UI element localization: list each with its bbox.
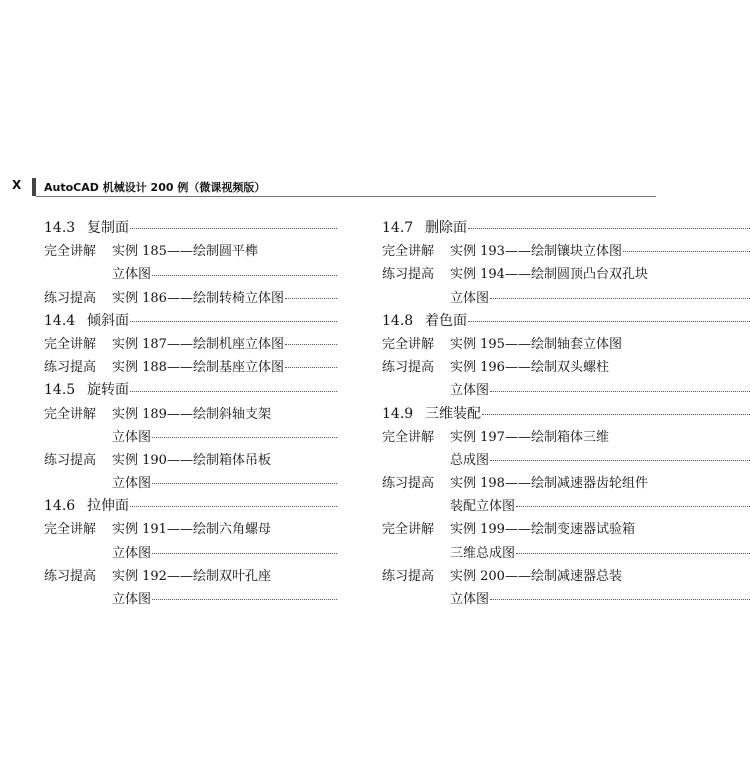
entry-title: 实例 193——绘制镶块立体图 bbox=[450, 244, 622, 260]
toc-entry[interactable] bbox=[44, 449, 337, 472]
entry-category-label: 完全讲解 bbox=[382, 522, 435, 538]
toc-entry-continuation[interactable] bbox=[44, 472, 337, 495]
toc-section-heading[interactable] bbox=[382, 217, 750, 240]
section-title: 删除面 bbox=[425, 220, 467, 236]
toc-entry-continuation[interactable] bbox=[382, 495, 750, 518]
entry-title: 实例 187——绘制机座立体图 bbox=[112, 336, 284, 352]
entry-title-continuation: 立体图 bbox=[112, 429, 152, 445]
toc-entry[interactable] bbox=[44, 240, 337, 263]
section-title: 拉伸面 bbox=[87, 498, 129, 515]
entry-title-continuation: 立体图 bbox=[450, 290, 490, 306]
entry-title-continuation: 立体图 bbox=[112, 592, 152, 607]
entry-category-label: 练习提高 bbox=[44, 568, 97, 584]
dot-leader bbox=[285, 366, 337, 368]
section-title: 旋转面 bbox=[87, 382, 129, 399]
entry-category-label: 练习提高 bbox=[44, 290, 97, 306]
toc-left-column bbox=[44, 217, 337, 611]
entry-category-label: 完全讲解 bbox=[44, 522, 97, 538]
running-header bbox=[0, 178, 660, 198]
entry-category-label: 练习提高 bbox=[44, 452, 97, 468]
section-number: 14.3 bbox=[44, 220, 76, 236]
entry-title-continuation: 立体图 bbox=[112, 267, 152, 283]
entry-title: 实例 190——绘制箱体吊板 bbox=[112, 452, 271, 468]
entry-title: 实例 199——绘制变速器试验箱 bbox=[450, 522, 635, 538]
toc-right-column bbox=[382, 217, 750, 611]
dot-leader bbox=[152, 552, 337, 554]
entry-category-label: 完全讲解 bbox=[382, 429, 435, 445]
section-title: 倾斜面 bbox=[87, 312, 129, 329]
toc-section-heading[interactable] bbox=[44, 379, 337, 402]
toc-section-heading[interactable] bbox=[382, 310, 750, 333]
entry-category-label: 完全讲解 bbox=[44, 406, 97, 422]
section-number: 14.4 bbox=[44, 312, 76, 329]
toc-entry[interactable] bbox=[44, 356, 337, 379]
toc-entry[interactable] bbox=[382, 426, 750, 449]
entry-title-continuation: 立体图 bbox=[112, 476, 152, 492]
toc-entry-continuation[interactable] bbox=[44, 263, 337, 286]
toc-entry-continuation[interactable] bbox=[382, 449, 750, 472]
toc-entry[interactable] bbox=[44, 403, 337, 426]
entry-title: 实例 194——绘制圆顶凸台双孔块 bbox=[450, 267, 648, 283]
header-rule bbox=[36, 196, 656, 197]
dot-leader bbox=[490, 390, 750, 392]
entry-title: 实例 185——绘制圆平榫 bbox=[112, 244, 258, 260]
entry-category-label: 完全讲解 bbox=[44, 336, 97, 352]
toc-section-heading[interactable] bbox=[44, 495, 337, 518]
toc-section-heading[interactable] bbox=[382, 403, 750, 426]
dot-leader bbox=[516, 552, 750, 554]
section-number: 14.7 bbox=[382, 220, 414, 236]
entry-title: 实例 189——绘制斜轴支架 bbox=[112, 406, 271, 422]
section-title: 着色面 bbox=[425, 312, 467, 329]
dot-leader bbox=[490, 598, 750, 600]
entry-title-continuation: 总成图 bbox=[450, 452, 490, 468]
toc-entry-continuation[interactable] bbox=[44, 426, 337, 449]
entry-category-label: 完全讲解 bbox=[382, 244, 435, 260]
entry-category-label: 练习提高 bbox=[382, 476, 435, 492]
section-title: 三维装配 bbox=[425, 405, 481, 422]
entry-category-label: 完全讲解 bbox=[44, 244, 97, 260]
dot-leader bbox=[482, 413, 750, 415]
entry-title-continuation: 立体图 bbox=[450, 592, 490, 607]
entry-title: 实例 200——绘制减速器总装 bbox=[450, 568, 622, 584]
toc-entry-continuation[interactable] bbox=[44, 588, 337, 611]
entry-title-continuation: 三维总成图 bbox=[450, 545, 516, 561]
entry-title: 实例 198——绘制减速器齿轮组件 bbox=[450, 476, 648, 492]
entry-title: 实例 192——绘制双叶孔座 bbox=[112, 568, 271, 584]
toc-entry[interactable] bbox=[382, 565, 750, 588]
toc-entry[interactable] bbox=[382, 333, 750, 356]
toc-entry[interactable] bbox=[382, 472, 750, 495]
dot-leader bbox=[516, 505, 750, 507]
entry-title-continuation: 装配立体图 bbox=[450, 499, 516, 515]
entry-title: 实例 186——绘制转椅立体图 bbox=[112, 290, 284, 306]
book-title: AutoCAD 机械设计 200 例（微课视频版） bbox=[44, 181, 266, 194]
dot-leader bbox=[490, 297, 750, 299]
dot-leader bbox=[130, 320, 337, 322]
toc-section-heading[interactable] bbox=[44, 217, 337, 240]
toc-entry[interactable] bbox=[44, 565, 337, 588]
entry-title: 实例 191——绘制六角螺母 bbox=[112, 522, 271, 538]
toc-entry-continuation[interactable] bbox=[382, 287, 750, 310]
dot-leader bbox=[130, 390, 337, 392]
entry-category-label: 练习提高 bbox=[382, 568, 435, 584]
dot-leader bbox=[490, 459, 750, 461]
toc-entry-continuation[interactable] bbox=[44, 542, 337, 565]
toc-entry-continuation[interactable] bbox=[382, 379, 750, 402]
entry-category-label: 完全讲解 bbox=[382, 336, 435, 352]
entry-title-continuation: 立体图 bbox=[112, 545, 152, 561]
entry-title-continuation: 立体图 bbox=[450, 383, 490, 399]
entry-title: 实例 197——绘制箱体三维 bbox=[450, 429, 609, 445]
entry-category-label: 练习提高 bbox=[44, 360, 97, 376]
header-accent-bar bbox=[32, 178, 36, 196]
dot-leader bbox=[130, 227, 337, 229]
dot-leader bbox=[152, 482, 337, 484]
dot-leader bbox=[285, 343, 337, 345]
toc-section-heading[interactable] bbox=[44, 310, 337, 333]
dot-leader bbox=[285, 297, 337, 299]
page-number: X bbox=[12, 178, 22, 192]
dot-leader bbox=[623, 250, 750, 252]
toc-entry[interactable] bbox=[382, 263, 750, 286]
entry-title: 实例 195——绘制轴套立体图 bbox=[450, 336, 622, 352]
dot-leader bbox=[152, 598, 337, 600]
toc-entry[interactable] bbox=[382, 240, 750, 263]
dot-leader bbox=[130, 505, 337, 507]
dot-leader bbox=[152, 274, 337, 276]
entry-title: 实例 188——绘制基座立体图 bbox=[112, 360, 284, 376]
entry-category-label: 练习提高 bbox=[382, 360, 435, 376]
section-title: 复制面 bbox=[87, 220, 129, 236]
toc-entry[interactable] bbox=[382, 356, 750, 379]
entry-category-label: 练习提高 bbox=[382, 267, 435, 283]
section-number: 14.5 bbox=[44, 382, 76, 399]
toc-entry-continuation[interactable] bbox=[382, 588, 750, 611]
toc-entry[interactable] bbox=[44, 333, 337, 356]
entry-title: 实例 196——绘制双头螺柱 bbox=[450, 360, 609, 376]
section-number: 14.9 bbox=[382, 405, 414, 422]
section-number: 14.6 bbox=[44, 498, 76, 515]
dot-leader bbox=[468, 227, 750, 229]
toc-entry[interactable] bbox=[44, 518, 337, 541]
dot-leader bbox=[468, 320, 750, 322]
toc-entry-continuation[interactable] bbox=[382, 542, 750, 565]
dot-leader bbox=[152, 436, 337, 438]
toc-entry[interactable] bbox=[44, 287, 337, 310]
section-number: 14.8 bbox=[382, 312, 414, 329]
toc-entry[interactable] bbox=[382, 518, 750, 541]
